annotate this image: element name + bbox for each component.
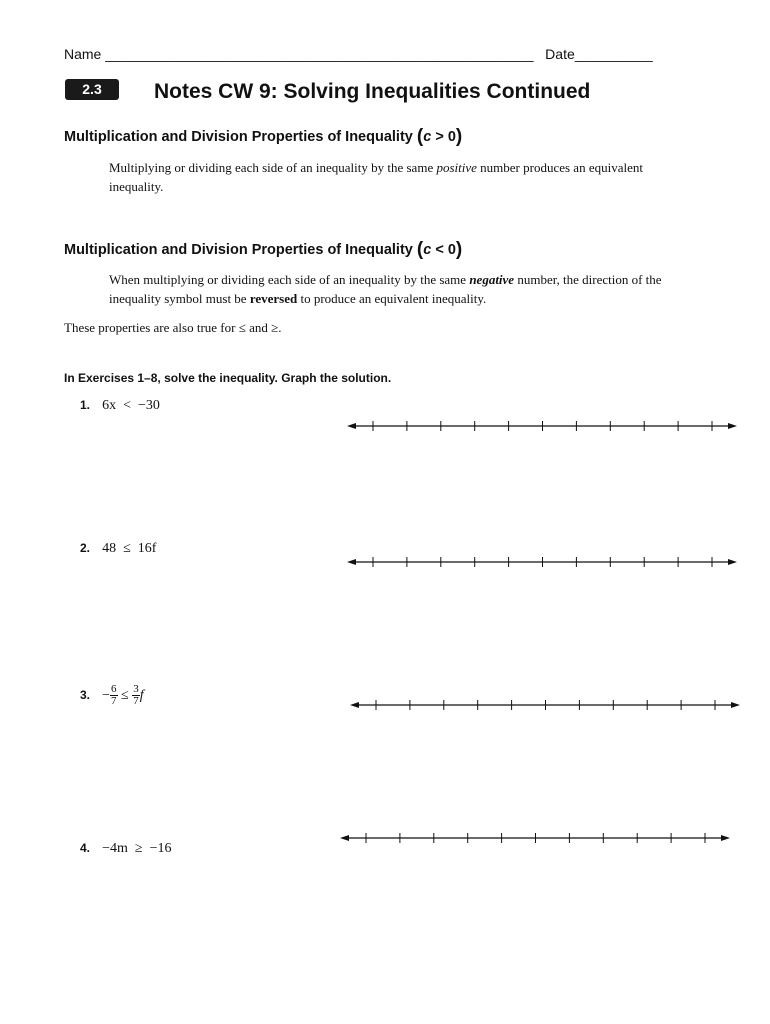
- heading-text: Multiplication and Division Properties of Inequality: [64, 129, 413, 145]
- heading-text: Multiplication and Division Properties of Inequality: [64, 242, 413, 258]
- lesson-badge: 2.3: [65, 79, 119, 100]
- exercise-4: [80, 837, 171, 857]
- exercise-expression: −4m ≥ −16: [102, 841, 172, 856]
- exercise-3: [80, 684, 144, 707]
- exercise-number: 2.: [80, 541, 91, 555]
- exercise-number: 3.: [80, 688, 91, 702]
- emphasis-negative: negative: [469, 272, 515, 287]
- condition-var: c: [423, 129, 432, 145]
- arrow-left-icon: [350, 702, 359, 708]
- arrow-left-icon: [347, 423, 356, 429]
- arrow-right-icon: [728, 559, 737, 565]
- exercise-instructions: In Exercises 1–8, solve the inequality. Graph the solution.: [64, 371, 392, 385]
- numerator: 3: [133, 683, 139, 696]
- denominator: 7: [111, 695, 117, 708]
- condition-val: 0: [447, 129, 456, 145]
- also-true-note: These properties are also true for ≤ and ≥.: [64, 320, 282, 335]
- condition-val: 0: [447, 242, 456, 258]
- emphasis-reversed: reversed: [249, 291, 298, 306]
- text-segment: number, the direction of the inequality symbol must be: [109, 272, 662, 306]
- number-line-4-axis[interactable]: [340, 833, 730, 843]
- arrow-right-icon: [721, 835, 730, 841]
- exercise-number: 4.: [80, 841, 91, 855]
- numerator: 6: [111, 683, 117, 696]
- condition-var: c: [423, 242, 432, 258]
- denominator: 7: [133, 695, 139, 708]
- number-line-2-axis[interactable]: [347, 557, 737, 567]
- text-segment: number produces an equivalent inequality.: [109, 160, 643, 194]
- exercise-2: [80, 537, 156, 557]
- exercise-expression: 48 ≤ 16f: [102, 541, 157, 556]
- number-line-1-axis[interactable]: [347, 421, 737, 431]
- name-label: Name: [64, 46, 102, 62]
- condition-op: <: [435, 242, 444, 258]
- exercise-expression: [102, 683, 144, 708]
- operator: ≤: [121, 688, 129, 703]
- number-line-3-axis[interactable]: [350, 700, 740, 710]
- arrow-left-icon: [340, 835, 349, 841]
- text-segment: Multiplying or dividing each side of an inequality by the same: [109, 160, 437, 175]
- variable: f: [139, 688, 144, 703]
- property-positive-heading: Multiplication and Division Properties of Inequality (c > 0): [64, 126, 463, 147]
- date-label: Date: [545, 46, 575, 62]
- exercise-number: 1.: [80, 398, 91, 412]
- emphasis-positive: positive: [436, 160, 477, 175]
- fraction: [110, 684, 118, 707]
- name-blank[interactable]: _______________________________________________________: [105, 46, 534, 62]
- exercise-expression: 6x < −30: [102, 398, 160, 413]
- page-title: Notes CW 9: Solving Inequalities Continued: [154, 80, 591, 103]
- arrow-right-icon: [731, 702, 740, 708]
- negative-sign: −: [102, 688, 111, 703]
- property-negative-heading: Multiplication and Division Properties of Inequality (c < 0): [64, 239, 463, 260]
- fraction: [132, 684, 140, 707]
- text-segment: When multiplying or dividing each side of an inequality by the same: [109, 272, 470, 287]
- arrow-right-icon: [728, 423, 737, 429]
- condition-op: >: [435, 129, 444, 145]
- date-blank[interactable]: __________: [574, 46, 653, 62]
- arrow-left-icon: [347, 559, 356, 565]
- text-segment: to produce an equivalent inequality.: [297, 291, 487, 306]
